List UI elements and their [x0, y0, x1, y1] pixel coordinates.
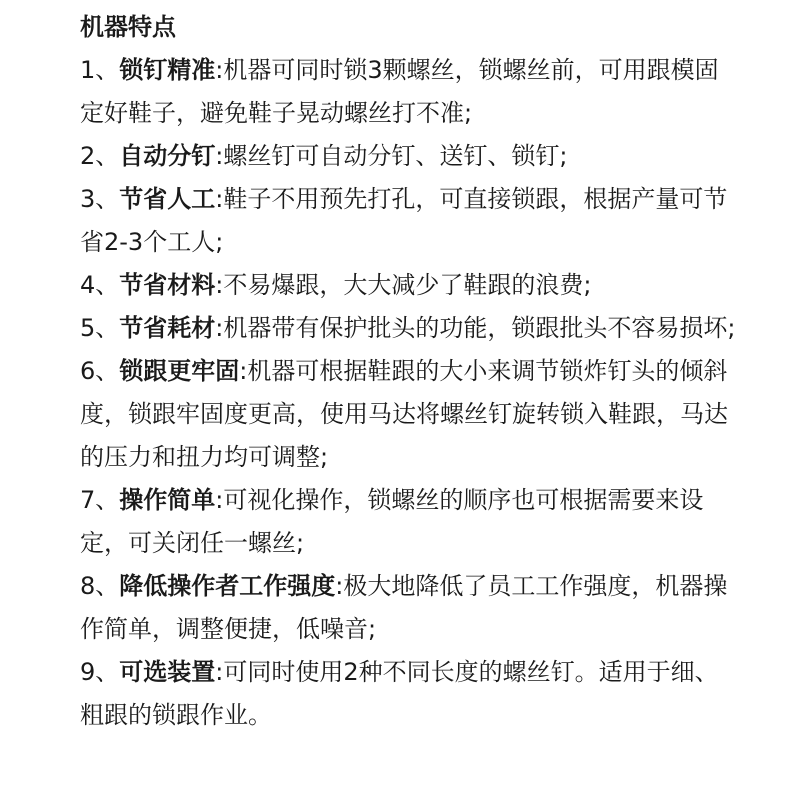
item-description: :极大地降低了员工工作强度，机器操作简单，调整便捷，低噪音;: [80, 572, 728, 643]
item-label: 节省耗材: [119, 314, 216, 342]
document-title: 机器特点: [80, 13, 176, 41]
item-description: :可同时使用2种不同长度的螺丝钉。适用于细、粗跟的锁跟作业。: [80, 658, 719, 729]
item-number: 6、: [80, 357, 120, 385]
item-label: 节省材料: [119, 271, 216, 299]
item-description: :不易爆跟，大大减少了鞋跟的浪费;: [215, 271, 592, 299]
item-number: 3、: [80, 185, 120, 213]
feature-item-6: [80, 350, 740, 479]
item-label: 节省人工: [119, 185, 216, 213]
feature-document: [80, 6, 740, 737]
item-description: :螺丝钉可自动分钉、送钉、锁钉;: [215, 142, 568, 170]
item-description: :机器可根据鞋跟的大小来调节锁炸钉头的倾斜度，锁跟牢固度更高，使用马达将螺丝钉旋转锁入鞋跟，马达的压力和扭力均可调整;: [80, 357, 728, 471]
item-label: 自动分钉: [119, 142, 216, 170]
feature-item-4: [80, 264, 740, 307]
feature-item-7: [80, 479, 740, 565]
item-number: 5、: [80, 314, 120, 342]
item-number: 4、: [80, 271, 120, 299]
item-label: 操作简单: [119, 486, 216, 514]
item-number: 2、: [80, 142, 120, 170]
item-description: :机器可同时锁3颗螺丝，锁螺丝前，可用跟模固定好鞋子，避免鞋子晃动螺丝打不准;: [80, 56, 719, 127]
item-number: 9、: [80, 658, 120, 686]
item-description: :机器带有保护批头的功能，锁跟批头不容易损坏;: [215, 314, 736, 342]
feature-item-2: [80, 135, 740, 178]
item-number: 1、: [80, 56, 120, 84]
item-label: 锁跟更牢固: [119, 357, 240, 385]
feature-item-3: [80, 178, 740, 264]
feature-item-5: [80, 307, 740, 350]
item-label: 锁钉精准: [119, 56, 216, 84]
feature-item-1: [80, 49, 740, 135]
item-label: 可选装置: [119, 658, 216, 686]
item-number: 7、: [80, 486, 120, 514]
feature-item-9: [80, 651, 740, 737]
item-label: 降低操作者工作强度: [119, 572, 336, 600]
feature-item-8: [80, 565, 740, 651]
item-number: 8、: [80, 572, 120, 600]
item-description: :可视化操作，锁螺丝的顺序也可根据需要来设定，可关闭任一螺丝;: [80, 486, 704, 557]
item-description: :鞋子不用预先打孔，可直接锁跟，根据产量可节省2-3个工人;: [80, 185, 728, 256]
